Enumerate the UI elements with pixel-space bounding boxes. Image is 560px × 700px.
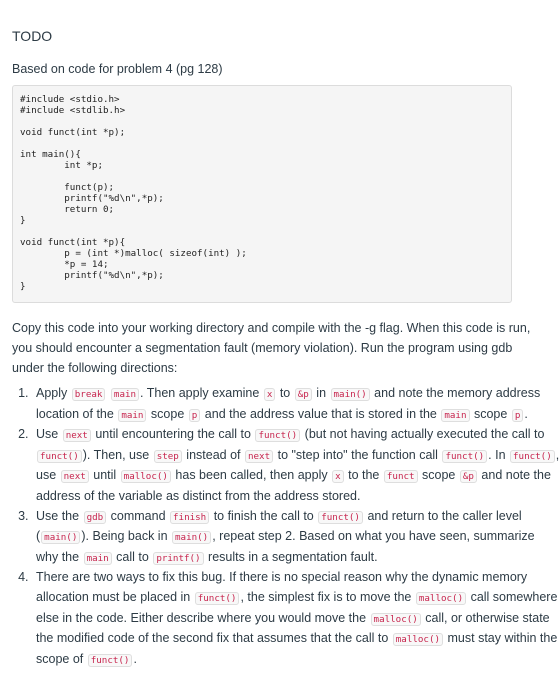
step-text: Use the	[36, 508, 83, 523]
inline-code: break	[72, 388, 106, 401]
step-text: instead of	[182, 447, 244, 462]
code-line: p = (int *)malloc( sizeof(int) );	[20, 248, 247, 259]
code-line: printf("%d\n",*p);	[20, 193, 164, 204]
inline-code: main()	[331, 388, 370, 401]
step-text: has been called, then apply	[171, 468, 332, 483]
step-text: . Then apply examine	[140, 386, 263, 400]
inline-code: main	[84, 552, 112, 565]
inline-code: main()	[41, 531, 80, 544]
page-title: TODO	[12, 28, 53, 44]
inline-code: gdb	[84, 511, 107, 524]
step-text: to	[276, 386, 294, 400]
direction-step-3	[32, 507, 560, 569]
direction-step-1	[32, 384, 560, 425]
step-text: .	[133, 651, 137, 666]
code-line: return 0;	[20, 204, 115, 215]
inline-code: malloc()	[371, 613, 421, 626]
step-text: command	[107, 508, 170, 523]
inline-code: funct()	[88, 654, 133, 667]
problem-reference: Based on code for problem 4 (pg 128)	[12, 62, 223, 76]
direction-step-4	[32, 568, 560, 670]
code-line: int *p;	[20, 160, 103, 171]
step-text: to "step into" the function call	[274, 447, 442, 462]
code-line: void funct(int *p){	[20, 237, 126, 248]
inline-code: funct	[384, 470, 418, 483]
instructions-paragraph: Copy this code into your working directory and compile with the -g flag. When this code is run, you should encounter a segmentation fault (memory violation). Run the program using gdb under the following directions:	[12, 321, 531, 375]
inline-code: funct()	[442, 450, 487, 463]
inline-code: finish	[170, 511, 209, 524]
inline-code: main()	[172, 531, 211, 544]
step-text: scope	[418, 468, 459, 483]
code-line: *p = 14;	[20, 259, 109, 270]
code-line: funct(p);	[20, 182, 115, 193]
inline-code: funct()	[255, 429, 300, 442]
step-text: ). Being back in	[81, 529, 172, 544]
step-text: call somewhere else in the code. Either describe where you would move the	[36, 589, 558, 625]
inline-code: next	[61, 470, 89, 483]
step-text: There are two ways to fix this bug. If there is no special reason why the dynamic memory allocation must be placed in	[36, 570, 528, 604]
code-line: }	[20, 215, 26, 226]
code-block	[12, 85, 512, 303]
step-text: . In	[488, 447, 510, 462]
step-text: must stay within the scope of	[36, 631, 558, 666]
inline-code: p	[512, 409, 524, 422]
step-text: scope	[147, 406, 188, 421]
step-text: results in a segmentation fault.	[204, 549, 378, 564]
inline-code: &p	[460, 470, 477, 483]
step-text: scope	[470, 406, 511, 421]
code-line: void funct(int *p);	[20, 127, 126, 138]
code-line: printf("%d\n",*p);	[20, 270, 164, 281]
step-text: and note the address of the variable as distinct from the address stored.	[36, 468, 551, 503]
step-text: and return to the caller level (	[36, 508, 522, 544]
inline-code: next	[245, 450, 273, 463]
inline-code: funct()	[318, 511, 363, 524]
step-text: until	[89, 468, 120, 483]
step-text: in	[312, 386, 330, 400]
step-text: to the	[344, 468, 383, 483]
step-text: , use	[36, 447, 560, 483]
code-line: int main(){	[20, 149, 81, 160]
step-text: call, or otherwise state the modified code of the second fix that assumes that the call to	[36, 610, 550, 646]
inline-code: next	[63, 429, 91, 442]
code-line: }	[20, 281, 26, 292]
step-text: until encountering the call to	[91, 427, 255, 442]
step-text: ). Then, use	[82, 447, 153, 462]
direction-step-2	[32, 425, 560, 506]
inline-code: x	[264, 388, 276, 401]
inline-code: funct()	[37, 450, 82, 463]
inline-code: malloc()	[121, 470, 171, 483]
step-text: Apply	[36, 386, 71, 400]
code-line: #include <stdlib.h>	[20, 105, 126, 116]
code-line: #include <stdio.h>	[20, 94, 120, 105]
step-text: , repeat step 2. Based on what you have seen, summarize why the	[36, 529, 535, 564]
inline-code: main	[441, 409, 469, 422]
step-text: (but not having actually executed the call to	[301, 427, 545, 442]
inline-code: funct()	[510, 450, 555, 463]
step-text: to finish the call to	[210, 508, 318, 523]
inline-code: printf()	[153, 552, 203, 565]
inline-code: main	[111, 388, 139, 401]
inline-code: malloc()	[416, 592, 466, 605]
step-text: and the address value that is stored in the	[201, 406, 441, 421]
step-text: .	[524, 406, 528, 421]
inline-code: step	[154, 450, 182, 463]
step-text: Use	[36, 427, 62, 442]
directions-list	[12, 384, 560, 670]
inline-code: malloc()	[393, 633, 443, 646]
step-text: call to	[112, 549, 153, 564]
inline-code: x	[332, 470, 344, 483]
inline-code: &p	[295, 388, 312, 401]
inline-code: p	[189, 409, 201, 422]
inline-code: main	[118, 409, 146, 422]
step-text: and note the memory address location of the	[36, 386, 541, 421]
inline-code: funct()	[195, 592, 240, 605]
step-text: , the simplest fix is to move the	[240, 589, 415, 604]
